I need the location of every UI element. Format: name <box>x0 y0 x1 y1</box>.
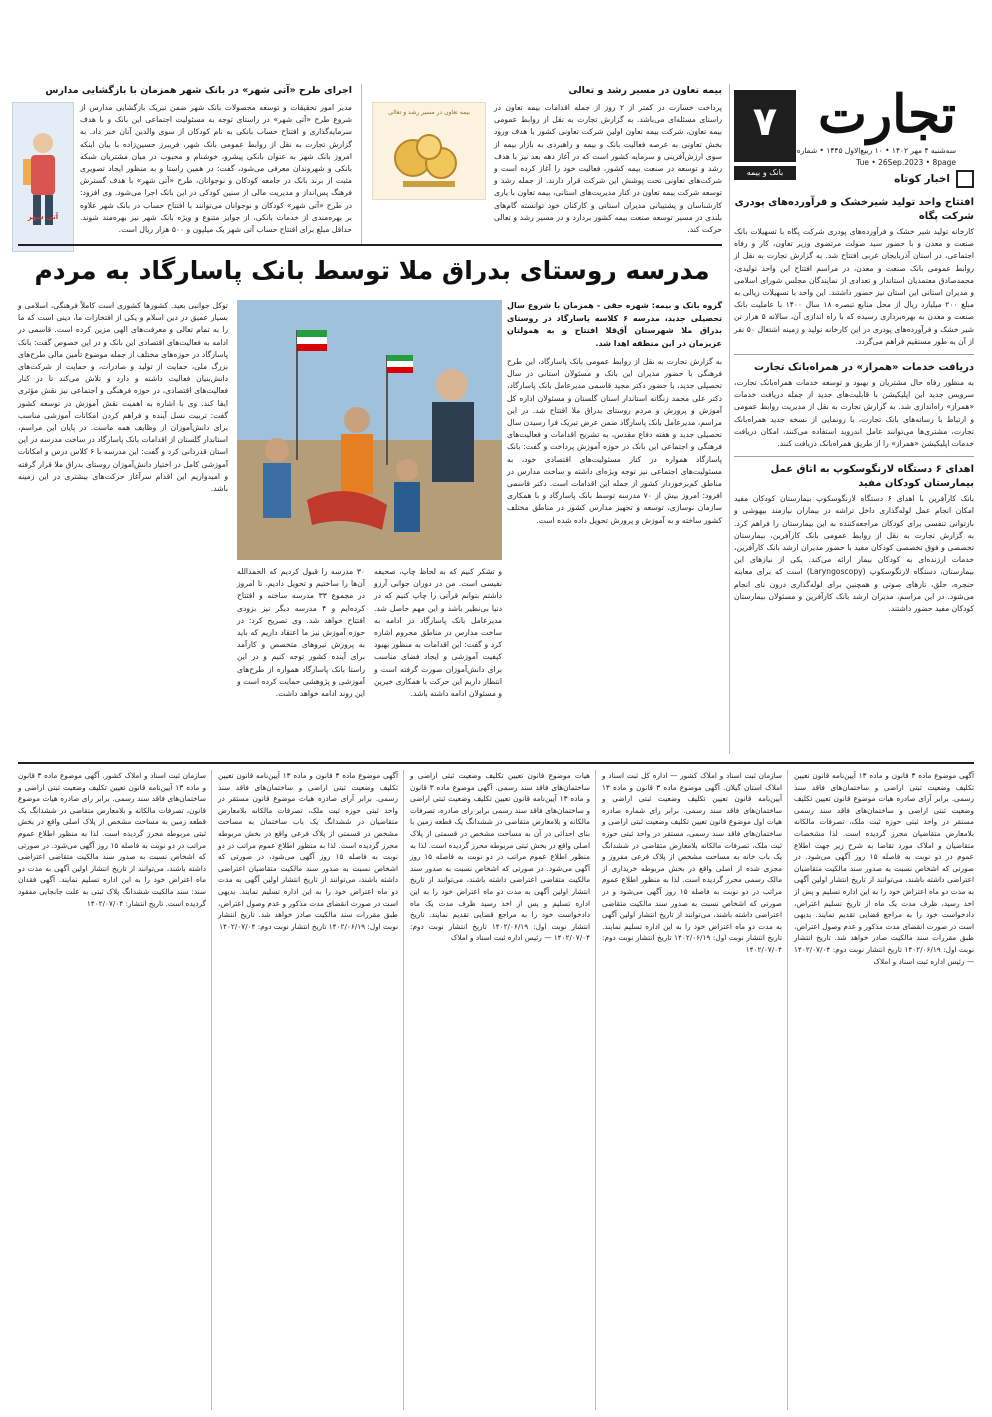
column-divider <box>211 770 212 1410</box>
short-news-item <box>734 463 974 615</box>
classified-ad-text: سازمان ثبت اسناد و املاک کشور. آگهی موضوع ماده ۳ قانون و ماده ۱۳ آیین‌نامه قانون تعیین تکلیف وضعیت ثبتی اراضی و ساختمان‌های فاقد سند رسمی. برابر رای صادره هیات موضوع قانون، تصرفات مالکانه و بلامعارض متقاضی در ششدانگ یک قطعه زمین به مساحت مشخص از پلاک اصلی واقع در بخش ثبتی مربوطه محرز گردیده است. لذا به منظور اطلاع عموم مراتب در دو نوبت به فاصله ۱۵ روز آگهی می‌شود. در صورتی که اشخاص نسبت به صدور سند مالکیت متقاضی اعتراضی داشته باشند، می‌توانند از تاریخ انتشار اولین آگهی به مدت دو ماه اعتراض خود را به این اداره تسلیم نمایند. آگهی فقدان سند: سند مالکیت ششدانگ پلاک ثبتی به علت جابجایی مفقود گردیده است. تاریخ انتشار: ۱۴۰۲/۰۷/۰۴ <box>18 771 207 908</box>
classified-ad-column <box>794 770 974 1410</box>
short-news-item <box>734 361 974 450</box>
lead-story-column <box>507 300 722 750</box>
classified-ad-column <box>218 770 398 1410</box>
insurance-story-title[interactable]: بیمه تعاون در مسیر رشد و تعالی <box>568 85 722 96</box>
insurance-promo-image <box>372 102 486 200</box>
lead-headline[interactable]: مدرسه روستای بدراق ملا توسط بانک پاسارگاد به مردم <box>34 256 710 285</box>
short-news-body: بانک کارآفرین با اهدای ۶ دستگاه لارنگوسکوپ بیمارستان کودکان مفید امکان انجام عمل لوله‌گذاری داخل تراشه در بیماران نیازمند بیهوشی و بازتوانی تنفسی برای کودکان مراجعه‌کننده به این بیمارستان را فراهم کرد. به گزارش تجارت به نقل از روابط عمومی بانک کارآفرین، بیمارستان تخصصی و فوق تخصصی کودکان مفید با حضور مدیران ارشد بانک کارآفرین، خدمات ارزنده‌ای به کودکان بیمار ارائه می‌کند. یکی از نیازهای این بیمارستان، دستگاه لارنگوسکوپ (Laryngoscopy) است که برای معاینه حنجره، حلق، تارهای صوتی و همچنین برای لوله‌گذاری درون نای انجام می‌شود. در این مراسم، مدیران ارشد بانک کارآفرین و مسئولان بیمارستان کودکان مفید حضور داشتند. <box>734 494 974 614</box>
classified-ad-column <box>602 770 782 1410</box>
classified-ad-text: هیات موضوع قانون تعیین تکلیف وضعیت ثبتی اراضی و ساختمان‌های فاقد سند رسمی. آگهی موضوع ماده ۳ قانون و ماده ۱۳ آیین‌نامه قانون تعیین تکلیف وضعیت ثبتی اراضی و ساختمان‌های فاقد سند رسمی برابر رای صادره، تصرفات مالکانه و بلامعارض متقاضی در ششدانگ یک قطعه زمین با بنای احداثی در آن به مساحت مشخص در قسمتی از پلاک اصلی واقع در بخش ثبتی مربوطه محرز گردیده است. لذا به منظور اطلاع عموم مراتب در دو نوبت به فاصله ۱۵ روز آگهی می‌شود. در صورتی که اشخاص نسبت به صدور سند مالکیت متقاضی اعتراضی داشته باشند، می‌توانند از تاریخ انتشار اولین آگهی به مدت دو ماه اعتراض خود را به این اداره تسلیم و پس از اخذ رسید ظرف مدت یک ماه دادخواست خود را به مراجع قضایی تقدیم نمایند. تاریخ انتشار نوبت اول: ۱۴۰۲/۰۶/۱۹ تاریخ انتشار نوبت دوم: ۱۴۰۲/۰۷/۰۴ — رئیس اداره ثبت اسناد و املاک <box>410 771 590 943</box>
lead-story-body: و تشکر کنیم که به لحاظ چاپ، صحیفه نفیسی است. من در دوران جوانی آرزو داشتم بتوانم قرآنی را چاپ کنیم که در دنیا بی‌نظیر باشد و این مهم حاصل شد. مدیرعامل بانک پاسارگاد در ادامه به ساخت مدارس در مناطق محروم اشاره کرد و گفت: این اقدامات به منظور بهبود کیفیت آموزشی و ایجاد فضای مناسب برای دانش‌آموزان صورت گرفته است و انتظار داریم این حرکت با همکاری خیرین و مسئولان ادامه داشته باشد. <box>374 567 502 699</box>
short-news-item <box>734 196 974 348</box>
newspaper-logo[interactable]: تجارت <box>818 84 956 145</box>
short-news-body: به منظور رفاه حال مشتریان و بهبود و توسعه خدمات همراه‌بانک تجارت، سرویس جدید این اپلیکیشن با قابلیت‌های جدید از جمله دریافت خدمات «همراز» راه‌اندازی شد. به گزارش تجارت به نقل از مدیریت روابط عمومی و ارتباط با رسانه‌های بانک تجارت، با رونمایی از نسخه جدید همراه‌بانک تجارت، مشتری‌ها می‌توانند عامل اندروید استفاده می‌کنند، امکان دریافت خدمات اپلیکیشن «همراز» را از طریق همراه‌بانک دریافت کنند. <box>734 378 974 449</box>
short-news-title[interactable]: افتتاح واحد تولید شیرخشک و فرآورده‌های پودری شرکت پگاه <box>734 197 974 222</box>
short-news-heading-row <box>734 170 974 188</box>
column-divider <box>361 84 362 244</box>
ati-shahr-caption: آتی شهر <box>27 213 59 221</box>
square-bullet-icon <box>956 170 974 188</box>
short-news-sidebar <box>734 170 974 730</box>
classified-ad-text: آگهی موضوع ماده ۳ قانون و ماده ۱۳ آیین‌نامه قانون تعیین تکلیف وضعیت ثبتی اراضی و ساختمان‌های فاقد سند رسمی. برابر آرای صادره هیات موضوع قانون مستقر در واحد ثبتی حوزه ثبت ملک، تصرفات مالکانه بلامعارض متقاضیان در ششدانگ یک باب ساختمان به مساحت مشخص در قسمتی از پلاک فرعی واقع در بخش مربوطه محرز گردیده است. لذا به منظور اطلاع عموم مراتب در دو نوبت به فاصله ۱۵ روز آگهی می‌شود، در صورتی که اشخاص نسبت به صدور سند مالکیت متقاضیان اعتراضی داشته باشند، می‌توانند از تاریخ انتشار اولین آگهی به مدت دو ماه اعتراض خود را به این اداره تسلیم نمایند. بدیهی است در صورت انقضای مدت مذکور و عدم وصول اعتراض، طبق مقررات سند مالکیت صادر خواهد شد. تاریخ انتشار نوبت اول: ۱۴۰۲/۰۶/۱۹ تاریخ انتشار نوبت دوم: ۱۴۰۲/۰۷/۰۴ <box>218 771 398 931</box>
child-illustration-icon <box>13 103 73 251</box>
item-divider <box>734 354 974 355</box>
classified-ad-text: آگهی موضوع ماده ۳ قانون و ماده ۱۳ آیین‌نامه قانون تعیین تکلیف وضعیت ثبتی اراضی و ساختمان‌های فاقد سند رسمی. برابر آرای صادره هیات موضوع قانون تعیین تکلیف وضعیت ثبتی اراضی و ساختمان‌های فاقد سند رسمی مستقر در واحد ثبتی حوزه ثبت ملک، تصرفات مالکانه بلامعارض متقاضیان محرز گردیده است. لذا مشخصات متقاضیان و املاک مورد تقاضا به شرح زیر جهت اطلاع عموم در دو نوبت به فاصله ۱۵ روز آگهی می‌شود. در صورتی که اشخاص نسبت به صدور سند مالکیت متقاضیان اعتراضی داشته باشند، می‌توانند از تاریخ انتشار اولین آگهی به مدت دو ماه اعتراض خود را به این اداره تسلیم و پس از اخذ رسید، ظرف مدت یک ماه از تاریخ تسلیم اعتراض، دادخواست خود را به مراجع قضایی تقدیم نمایند. بدیهی است در صورت انقضای مدت مذکور و عدم وصول اعتراض، طبق مقررات سند مالکیت صادر خواهد شد. تاریخ انتشار نوبت اول: ۱۴۰۲/۰۶/۱۹ تاریخ انتشار نوبت دوم: ۱۴۰۲/۰۷/۰۴ — رئیس اداره ثبت اسناد و املاک <box>794 771 974 966</box>
issue-date-persian: سه‌شنبه ۴ مهر ۱۴۰۲ • ۱۰ ربیع‌الاول ۱۴۴۵ • شماره ۴۸۰۸ <box>778 146 956 155</box>
insurance-story-body: پرداخت خسارت در کمتر از ۲ روز از جمله اقدامات بیمه تعاون در راستای مسئله‌ای می‌باشد. به گزارش تجارت به نقل از روابط عمومی بیمه تعاون، شرکت بیمه تعاون اولین شرکت تعاونی کشور با هدف ورود بخش تعاونی به عرصه فعالیت بانک و بیمه و راهبردی به بازار بیمه از سوی ارزش‌آفرینی و سرمایه کشور است که در آغاز دهه بعد نیز با هدف رشد و توسعه در صنعت بیمه کشور، فعالیت خود را آغاز کرده است و شرکت‌های تعاونی تحت پوشش این شرکت قرار دارند. از جمله رشد و توسعه شرکت بیمه تعاون در کنار مدیریت‌های استانی، بیمه تعاون با یاری کارشناسان و پشتیبانی مدیران استانی و کارکنان خود توانسته گام‌های بلندی در مسیر توسعه صنعت بیمه کشور بردارد و در مسیر رشد و تعالی حرکت کند. <box>494 103 722 235</box>
short-news-heading: اخبار کوتاه <box>894 173 950 185</box>
ati-shahr-story <box>12 84 352 270</box>
lead-story-column <box>18 300 228 750</box>
short-news-title[interactable]: اهدای ۶ دستگاه لارنگوسکوپ به اتاق عمل بیمارستان کودکان مفید <box>770 464 974 490</box>
lead-story-body: به گزارش تجارت به نقل از روابط عمومی بانک پاسارگاد، این طرح فرهنگی با حضور مدیران این بانک و مسئولان استانی در سال تحصیلی جدید، با حضور دکتر مجید قاسمی مدیرعامل بانک پاسارگاد، دکتر علی محمد زنگانه استاندار استان گلستان و مسئولان اداره کل آموزش و پرورش و مردم روستای بدراق ملا افتتاح شد. در این مراسم، مدیرعامل بانک پاسارگاد ضمن عرض تبریک فرا رسیدن سال تحصیلی جدید و هفته دفاع مقدس، به تشریح اقدامات و فعالیت‌های فرهنگی و اجتماعی این بانک در حوزه آموزش پرداخت و گفت: بانک پاسارگاد همواره در کنار مسئولیت‌های اقتصادی خود، به مسئولیت‌های اجتماعی نیز توجه ویژه‌ای داشته و ساخت مدارس در مناطق کم‌برخوردار کشور از جمله این اقدامات است. دکتر قاسمی افزود: امروز بیش از ۷۰ مدرسه توسط بانک پاسارگاد و با همکاری سازمان نوسازی، توسعه و تجهیز مدارس کشور در مناطق مختلف کشور ساخته و به آموزش و پرورش تحویل داده شده است. <box>507 357 722 525</box>
issue-date-english: Tue • 26Sep.2023 • 8page <box>856 158 956 167</box>
crowd-with-flags-photo-icon <box>237 300 502 560</box>
masthead <box>734 84 974 177</box>
column-divider <box>595 770 596 1410</box>
section-tag: بانک و بیمه <box>734 166 796 180</box>
item-divider <box>734 456 974 457</box>
column-divider <box>403 770 404 1410</box>
lead-story-column <box>374 566 502 750</box>
lead-story-column <box>237 566 365 750</box>
short-news-title[interactable]: دریافت خدمات «همراز» در همراه‌بانک تجارت <box>754 362 974 374</box>
headline-top-rule <box>18 244 722 246</box>
classified-ad-column <box>18 770 206 1410</box>
classified-ad-text: سازمان ثبت اسناد و املاک کشور — اداره کل ثبت اسناد و املاک استان گیلان. آگهی موضوع ماده ۳ قانون و ماده ۱۳ آیین‌نامه قانون تعیین تکلیف وضعیت ثبتی اراضی و ساختمان‌های فاقد سند رسمی. برابر رای شماره صادره هیات اول موضوع قانون تعیین تکلیف وضعیت ثبتی اراضی و ساختمان‌های فاقد سند رسمی، مستقر در واحد ثبتی حوزه ثبت ملک، تصرفات مالکانه بلامعارض متقاضی در ششدانگ یک باب خانه به مساحت مشخص از پلاک فرعی مفروز و مجزی شده از اصلی واقع در بخش مربوطه خریداری از مالک رسمی محرز گردیده است. لذا به منظور اطلاع عموم مراتب در دو نوبت به فاصله ۱۵ روز آگهی می‌شود و در صورتی که اشخاص نسبت به صدور سند مالکیت متقاضی اعتراضی داشته باشند، می‌توانند از تاریخ انتشار اولین آگهی به مدت دو ماه اعتراض خود را به این اداره تسلیم نمایند. تاریخ انتشار نوبت اول: ۱۴۰۲/۰۶/۱۹ تاریخ انتشار نوبت دوم: ۱۴۰۲/۰۷/۰۴ <box>602 771 782 954</box>
column-divider <box>787 770 788 1410</box>
classified-ad-column <box>410 770 590 1410</box>
column-divider <box>729 84 730 754</box>
insurance-image-caption: بیمه تعاون در مسیر رشد و تعالی <box>388 109 470 116</box>
coins-illustration-icon <box>373 103 485 199</box>
ati-shahr-promo-image <box>12 102 74 252</box>
short-news-body: کارخانه تولید شیر خشک و فرآورده‌های پودری شرکت پگاه با تسهیلات بانک صنعت و معدن و با حضور سید صولت مرتضوی وزیر تعاون، کار و رفاه اجتماعی، در استان آذربایجان غربی افتتاح شد. به گزارش تجارت به نقل از روابط عمومی بانک صنعت و معدن، در مراسم افتتاح این واحد تولیدی، محمدصادق معتمدیان استاندار و تعدادی از نمایندگان مجلس شورای اسلامی و مدیران استانی این استان نیز حضور داشتند. این واحد با تسهیلات ریالی به مبلغ ۲۰۰ میلیارد ریال از محل منابع تبصره ۱۸ سال ۱۴۰۰ با عاملیت بانک صنعت و معدن به بهره‌برداری رسیده که با راه اندازی آن، سالانه ۵ هزار تن شیر خشک و فرآورده‌های پودری در این کارخانه تولید و زمینه اشتغال ۵۰ نفر از آن به طور مستقیم فراهم می‌گردد. <box>734 227 974 346</box>
insurance-story <box>372 84 722 270</box>
ceremony-photo <box>237 300 502 560</box>
lead-story-kicker: گروه بانک و بیمه: شهره حقی - همزمان با شروع سال تحصیلی جدید، مدرسه ۶ کلاسه پاسارگاد در روستای بدراق ملا شهرستان آق‌قلا افتتاح و به همولتان عزیزمان در این منطقه اهدا شد. <box>507 301 722 348</box>
page-number-badge: ۷ <box>734 90 796 162</box>
lead-story-body: توکل جوانبی بعید. کشورها کشوری است کاملاً فرهنگی، اسلامی و بسیار عمیق در دین اسلام و یکی از افتخارات ما، دینی است که ما را به تمام تعالی و معرفت‌های الهی مزین کرده است. قاسمی در ادامه به فعالیت‌های اقتصادی این بانک و در این خصوص گفت: بانک پاسارگاد در حوزه‌های مختلف از جمله موضوع تأمین مالی طرح‌های بزرگ ملی، حمایت از تولید و صادرات، و حمایت از شرکت‌های دانش‌بنیان فعالیت داشته و دارد و تلاش می‌کند تا در کنار فعالیت‌های اقتصادی، در حوزه فرهنگی و اجتماعی نیز نقش مؤثری ایفا کند. وی با اشاره به اهمیت نقش آموزش در توسعه کشور گفت: تربیت نسل آینده و فراهم کردن امکانات آموزشی مناسب برای دانش‌آموزان از وظایف همه ماست. در پایان این مراسم، استاندار گلستان از اقدامات بانک پاسارگاد در ساخت مدرسه در این استان قدردانی کرد و گفت: این مدرسه با ۶ کلاس درس و امکانات آموزشی کامل در اختیار دانش‌آموزان روستای بدراق ملا قرار گرفته و امیدواریم این اقدام سرآغاز حرکت‌های بیشتری در این زمینه باشد. <box>18 301 228 494</box>
ati-shahr-story-body: مدیر امور تحقیقات و توسعه محصولات بانک شهر ضمن تبریک بازگشایی مدارس از شروع طرح «آتی شهر» در راستای توجه به مسئولیت اجتماعی این بانک و با هدف سرمایه‌گذاری و افتتاح حساب بانکی به نام کودکان از سوی والدین آنان خبر داد. به گزارش تجارت به نقل از روابط عمومی بانک شهر، فریبرز حسین‌زاده با بیان اینکه امروز بانک شهر به عنوان بانکی پیشرو، خوشنام و محبوب در میان مشتریان شبکه بانکی و شهروندان معرفی می‌شود، گفت: در همین راستا و به منظور ایجاد تصویری مثبت از برند بانک در جامعه کودکان و نوجوانان، طرح «آتی شهر» با هدف گسترش فرهنگ پس‌انداز و مدیریت مالی از سنین کودکی در این بانک اجرا می‌شود. وی افزود: در طرح «آتی شهر» کودکان و نوجوانان می‌توانند با افتتاح حساب در بانک شهر علاوه بر بهره‌مندی از خدمات بانکی، از جوایز متنوع و ویژه بانک شهر نیز بهره‌مند شوند. حداقل مبلغ برای افتتاح حساب آتی شهر یک میلیون و ۵۰۰ هزار ریال است. <box>80 103 352 235</box>
ati-shahr-story-title[interactable]: اجرای طرح «آتی شهر» در بانک شهر همزمان با بازگشایی مدارس <box>45 85 352 96</box>
classifieds-top-rule <box>18 762 974 764</box>
lead-story-body: ۳۰ مدرسه را قبول کردیم که الحمدالله آن‌ها را ساختیم و تحویل دادیم. تا امروز در مجموع ۳۳ مدرسه ساخته و افتتاح کرده‌ایم و ۴ مدرسه دیگر نیز بزودی افتتاح خواهد شد. وی تصریح کرد: در حوزه آموزش نیز ما اعتقاد داریم که باید به پرورش نیروهای متخصص و کارآمد برای آینده کشور توجه کنیم و در این راستا بانک پاسارگاد همواره از طرح‌های آموزشی و پژوهشی حمایت کرده است و این روند ادامه خواهد داشت. <box>237 567 365 699</box>
